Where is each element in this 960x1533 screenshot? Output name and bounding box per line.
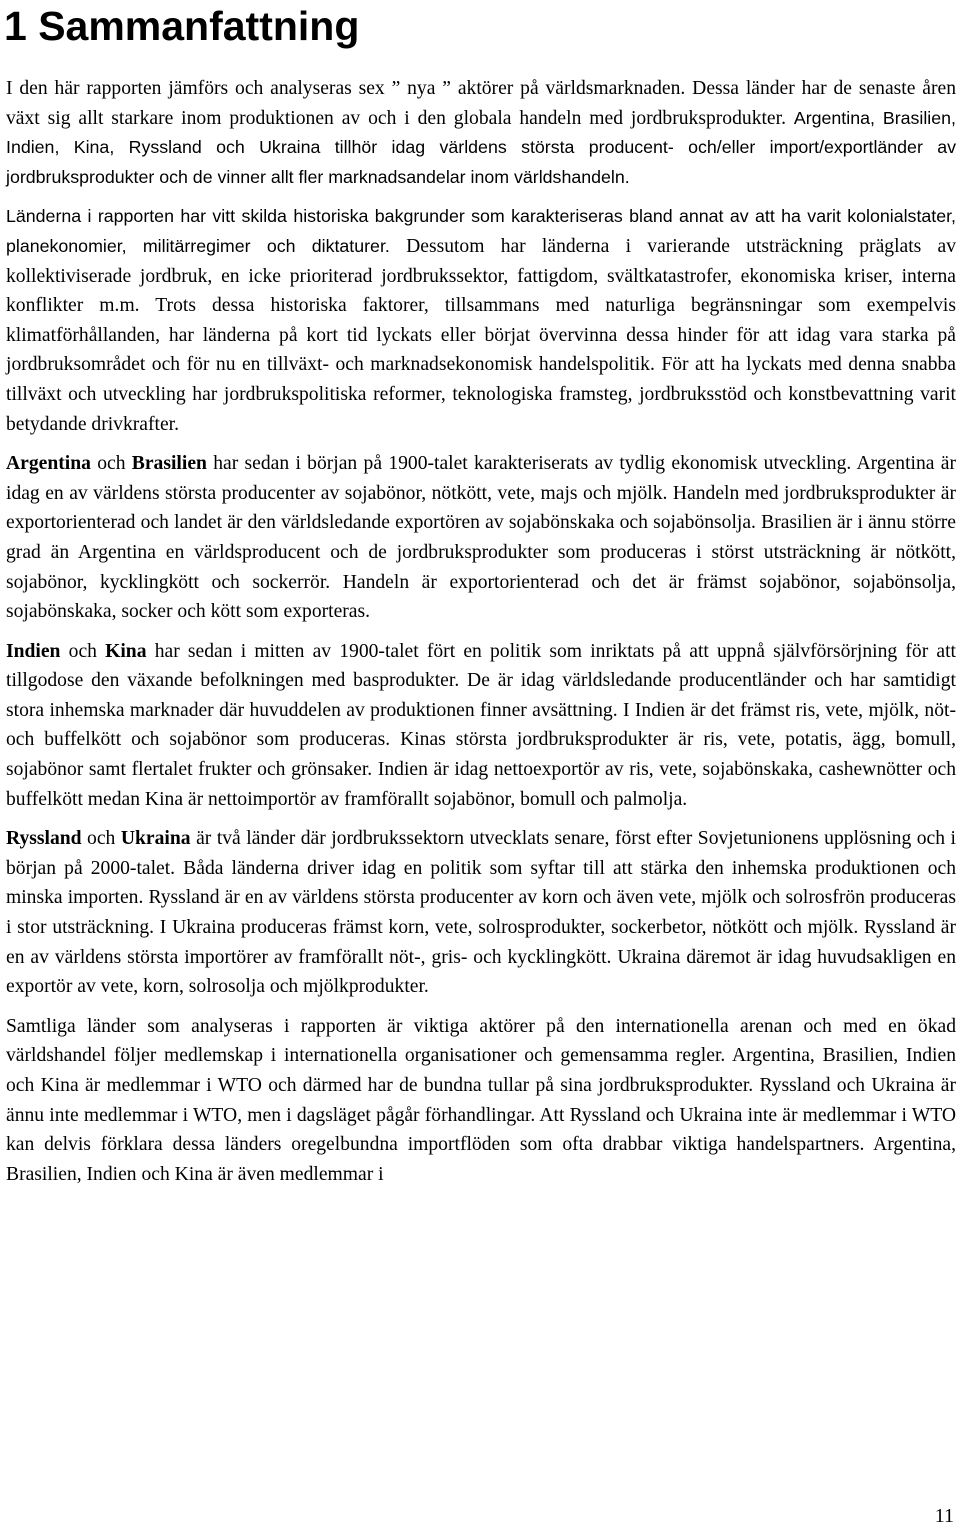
paragraph-wto xyxy=(6,1012,956,1190)
paragraph-argentina-brasilien xyxy=(6,449,956,627)
paragraph-ryssland-ukraina xyxy=(6,824,956,1002)
country-brasilien: Brasilien xyxy=(131,453,207,475)
country-argentina: Argentina xyxy=(6,453,91,475)
section-heading: 1 Sammanfattning xyxy=(4,3,360,49)
paragraph-ryssland-ukraina-text: är två länder där jordbrukssektorn utvecklats senare, först efter Sovjetunionens upplösning och i början på 2000-talet. Båda länderna driver idag en politik som syftar till att stärka den inhemska produktionen och minska importen. Ryssland är en av världens största producenter av korn och även vete, mjölk och solrosfrön produceras i stor utsträckning. I Ukraina produceras främst korn, vete, solrosprodukter, sockerbetor, nötkött och mjölk. Ryssland är en av världens största importörer av framförallt nöt-, gris- och kycklingkött. Ukraina däremot är idag huvudsakligen en exportör av vete, korn, solrosolja och mjölkprodukter. xyxy=(6,828,957,998)
paragraph-indien-kina xyxy=(6,637,956,815)
conjunction: och xyxy=(60,640,106,662)
country-kina: Kina xyxy=(105,640,147,662)
conjunction: och xyxy=(81,828,121,850)
paragraph-intro-sans: Argentina, Brasilien, Indien, Kina, Ryssland och Ukraina tillhör idag världens största producent- och/eller import/exportländer av jordbruksprodukter och de vinner allt fler marknadsandelar inom världshandeln. xyxy=(6,107,956,187)
page-number: 11 xyxy=(934,1505,954,1527)
paragraph-indien-kina-text: har sedan i mitten av 1900-talet fört en politik som inriktats på att uppnå självförsörjning för att tillgodose den växande befolkningen med basprodukter. De är idag världsledande producentländer och har samtidigt stora inhemska marknader där huvuddelen av produktionen finner avsättning. I Indien är det främst ris, vete, mjölk, nöt- och buffelkött och sojabönor som produceras. Kinas största jordbruksprodukter är ris, vete, potatis, ägg, bomull, sojabönor samt flertalet frukter och grönsaker. Indien är idag nettoexportör av ris, vete, sojabönskaka, cashewnötter och buffelkött medan Kina är nettoimportör av framförallt sojabönor, bomull och palmolja. xyxy=(6,640,956,810)
paragraph-history xyxy=(6,202,956,439)
country-ukraina: Ukraina xyxy=(120,828,191,850)
paragraph-intro-serif: I den här rapporten jämförs och analyseras sex ” nya ” aktörer på världsmarknaden. Dessa länder har de senaste åren växt sig allt starkare inom produktionen av och i den globala handeln med jordbruksprodukter. xyxy=(6,78,956,129)
country-indien: Indien xyxy=(6,640,61,662)
conjunction: och xyxy=(90,453,132,475)
country-ryssland: Ryssland xyxy=(6,828,82,850)
paragraph-intro xyxy=(6,74,956,192)
paragraph-history-sans: Länderna i rapporten har vitt skilda historiska bakgrunder som karakteriseras bland annat av att ha varit kolonialstater, planekonomier, militärregimer och diktaturer. xyxy=(6,206,956,256)
paragraph-history-serif: Dessutom har länderna i varierande utsträckning präglats av kollektiviserade jordbruk, en icke prioriterad jordbrukssektor, fattigdom, svältkatastrofer, ekonomiska kriser, interna konflikter m.m. Trots dessa historiska faktorer, tillsammans med naturliga begränsningar som exempelvis klimatförhållanden, har länderna på kort tid lyckats eller börjat övervinna dessa hinder för att idag vara starka på jordbruksområdet och för nu en tillväxt- och marknadsekonomisk handelspolitik. För att ha lyckats med denna snabba tillväxt och utveckling har jordbrukspolitiska reformer, teknologiska framsteg, jordbruksstöd och konstbevattning varit betydande drivkrafter. xyxy=(6,235,956,435)
paragraph-wto-text: Samtliga länder som analyseras i rapporten är viktiga aktörer på den internationella arenan och med en ökad världshandel följer medlemskap i internationella organisationer och gemensamma regler. Argentina, Brasilien, Indien och Kina är medlemmar i WTO och därmed har de bundna tullar på sina jordbruksprodukter. Ryssland och Ukraina är ännu inte medlemmar i WTO, men i dagsläget pågår förhandlingar. Att Ryssland och Ukraina inte är medlemmar i WTO kan delvis förklara dessa länders oregelbundna importflöden som ofta drabbar viktiga handelspartners. Argentina, Brasilien, Indien och Kina är även medlemmar i xyxy=(6,1015,956,1185)
body-text xyxy=(6,74,956,1199)
paragraph-argentina-brasilien-text: har sedan i början på 1900-talet karakteriserats av tydlig ekonomisk utveckling. Argentina är idag en av världens största producenter av sojabönor, nötkött, vete, majs och mjölk. Handeln med jordbruksprodukter är exportorienterad och landet är den världsledande exportören av sojabönskaka och sojabönsolja. Brasilien är i ännu större grad än Argentina en världsproducent och de jordbruksprodukter som produceras i störst utsträckning är nötkött, sojabönor, kycklingkött och sockerrör. Handeln är exportorienterad och det är främst sojabönor, sojabönsolja, sojabönskaka, socker och kött som exporteras. xyxy=(6,453,957,623)
